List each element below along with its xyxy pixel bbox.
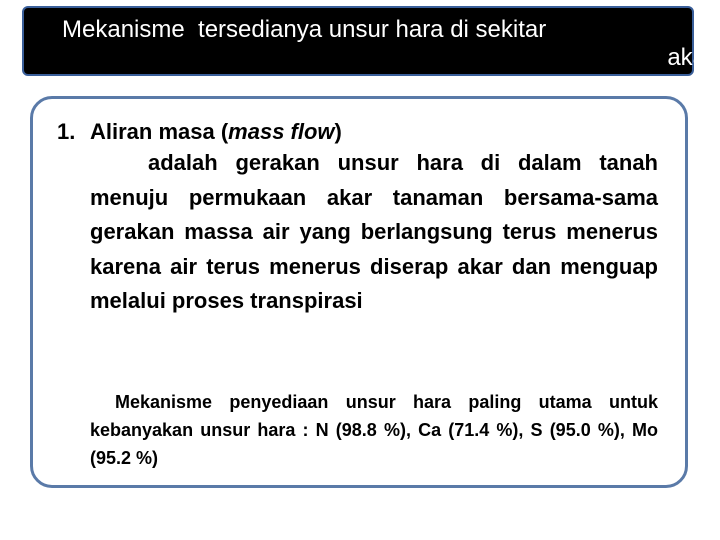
summary-text: Mekanisme penyediaan unsur hara paling utama untuk kebanyakan unsur hara : N (98.8 %), Ca (71.4 %), S (95.0 %), Mo (95.2 %) xyxy=(90,392,658,468)
item-body xyxy=(90,146,658,319)
item-heading xyxy=(57,118,342,146)
heading-italic-term: mass flow xyxy=(228,119,335,144)
slide-title-line1: Mekanisme tersedianya unsur hara di sekitar xyxy=(62,16,547,43)
slide-title-line2: akar xyxy=(667,44,714,71)
summary-paragraph xyxy=(90,388,658,472)
heading-prefix: Aliran masa ( xyxy=(90,119,229,144)
item-body-text: adalah gerakan unsur hara di dalam tanah menuju permukaan akar tanaman bersama-sama gerakan massa air yang berlangsung terus menerus karena air terus menerus diserap akar dan menguap melalui proses transpirasi xyxy=(90,150,658,313)
heading-suffix: ) xyxy=(334,119,342,144)
item-number: 1. xyxy=(57,119,76,144)
